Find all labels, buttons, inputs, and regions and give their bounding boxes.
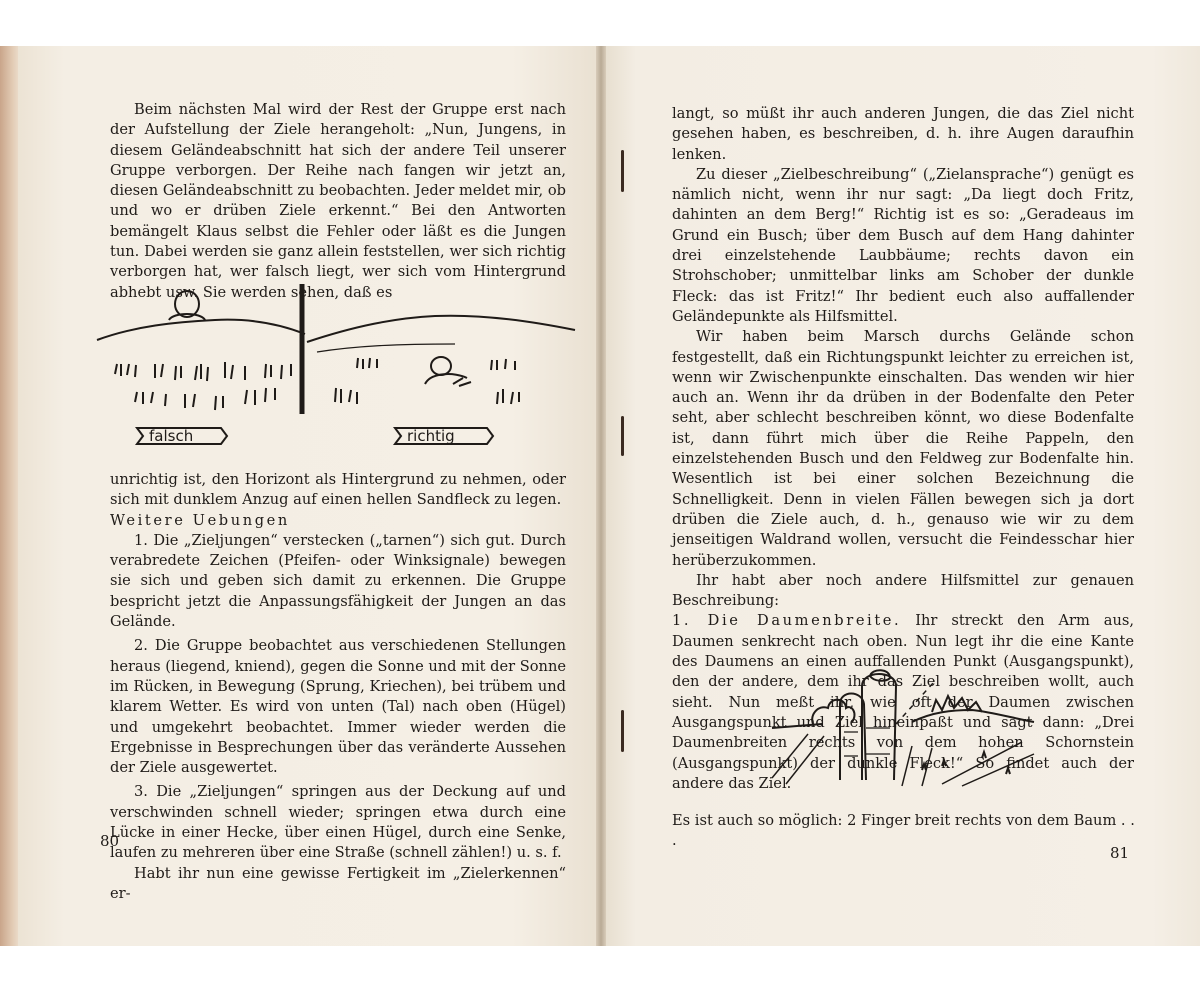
right-paragraph-1: langt, so müßt ihr auch anderen Jungen, die das Ziel nicht gesehen haben, es beschreiben, d. h. ihre Augen daraufhin lenken.: [672, 105, 1134, 163]
right-hill-outline: [307, 316, 575, 342]
left-hill-outline: [97, 320, 305, 340]
sight-line: [896, 682, 934, 724]
label-falsch: falsch: [149, 427, 194, 445]
hiding-illustration: [95, 282, 577, 452]
page-number-right: 81: [1110, 844, 1130, 862]
left-text-top: [110, 100, 566, 303]
right-hill-fold: [317, 344, 455, 352]
thumb-width-label: 1. Die Daumenbreite.: [672, 612, 902, 630]
thumb: [862, 674, 896, 780]
left-paragraph-2: unrichtig ist, den Horizont als Hintergrund zu nehmen, oder sich mit dunklem Anzug auf einen hellen Sandfleck zu legen.: [110, 471, 566, 509]
section-heading: Weitere Uebungen: [110, 511, 290, 529]
left-paragraph-1: Beim nächsten Mal wird der Rest der Gruppe erst nach der Aufstellung der Ziele herangeholt: „Nun, Jungens, in diesem Geländeabschnitt hat sich der andere Teil unserer Gruppe verborgen. Der Reihe nach fangen wir jetzt an, diesen Geländeabschnitt zu beobachten. Jeder meldet mir, ob und wo er drüben Ziele erkennt.“ Bei den Antworten bemängelt Klaus selbst die Fehler oder läßt es die Jungen tun. Dabei werden sie ganz allein feststellen, wer sich richtig verborgen hat, wer falsch liegt, wer sich vom Hintergrund abhebt usw. Sie werden sehen, daß es: [110, 101, 566, 301]
boy-body-lying: [425, 374, 471, 386]
grass-left: [115, 362, 291, 381]
left-text-bottom: [110, 470, 566, 904]
figure-caption: Es ist auch so möglich: 2 Finger breit rechts von dem Baum . . .: [672, 812, 1135, 850]
page-number-left: 80: [100, 832, 120, 850]
exercise-2: 2. Die Gruppe beobachtet aus verschiedenen Stellungen heraus (liegend, kniend), gegen die Sonne und mit der Sonne im Rücken, in Bewegung (Sprung, Kriechen), bei trübem und klarem Wetter. Es wird von unten (Tal) nach oben (Hügel) und umgekehrt beobachtet. Immer wieder werden die Ergebnisse in Besprechungen über das veränderte Aussehen der Ziele ausgewertet.: [110, 637, 566, 777]
label-richtig: richtig: [407, 427, 455, 445]
thumb-measure-illustration: [762, 662, 1042, 792]
book-gutter: [596, 46, 606, 946]
right-paragraph-3: Wir haben beim Marsch durchs Gelände schon festgestellt, daß ein Richtungspunkt leichter zu erreichen ist, wenn wir Zwischenpunkte einschalten. Das wenden wir hier auch an. Wenn ihr da drüben in der Bodenfalte den Peter seht, aber schlecht beschreiben könnt, wo diese Bodenfalte ist, dann führt mich über die Reihe Pappeln, den einzelstehenden Busch und den Feldweg zur Bodenfalte hin. Wesentlich ist bei einer solchen Bezeichnung die Schnelligkeit. Denn in vielen Fällen bewegen sich ja dort drüben die Ziele auch, d. h., genauso wie wir zu dem jenseitigen Waldrand wollen, versucht die Feindesschar hier herüberzukommen.: [672, 328, 1134, 569]
exercise-1: 1. Die „Zieljungen“ verstecken („tarnen“) sich gut. Durch verabredete Zeichen (Pfeifen- oder Winksignale) bewegen sie sich und geben sich damit zu erkennen. Die Gruppe bespricht jetzt die Anpassungsfähigkeit der Jungen an das Gelände.: [110, 531, 566, 631]
exercise-3: 3. Die „Zieljungen“ springen aus der Deckung auf und verschwinden schnell wieder; springen etwa durch eine Lücke in einer Hecke, über einen Hügel, durch eine Senke, laufen zu mehreren über eine Straße (schnell zählen!) u. s. f.: [110, 783, 566, 862]
thumb-width-text: Ihr streckt den Arm aus, Daumen senkrecht nach oben. Nun legt ihr die eine Kante des Daumens an einen auffallenden Punkt (Ausgangspunkt), den der andere, dem ihr das Ziel beschreiben wollt, auch sieht. Nun meßt ihr, wie oft der Daumen zwischen Ausgangspunkt und Ziel hineinpaßt und sagt dann: „Drei Daumenbreiten rechts von dem hohen Schornstein (Ausgangspunkt) der dunkle Fleck!“ So findet auch der andere das Ziel.: [672, 612, 1134, 792]
binding-stitch-middle: [621, 416, 624, 456]
tree-icon: [812, 700, 854, 726]
left-paragraph-3: Habt ihr nun eine gewisse Fertigkeit im „Zielerkennen“ er-: [110, 864, 566, 902]
grass-left-lower: [135, 388, 275, 410]
finger-creases: [844, 728, 890, 756]
right-paragraph-2: Zu dieser „Zielbeschreibung“ („Zielansprache“) genügt es nämlich nicht, wenn ihr nur sagt: „Da liegt doch Fritz, dahinten an dem Berg!“ Richtig ist es so: „Geradeaus im Grund ein Busch; über dem Busch auf dem Hang dahinter drei einzelstehende Laubbäume; rechts davon ein Strohschober; unmittelbar links am Schober der dunkle Fleck: das ist Fritz!“ Ihr bedient euch also auffallender Geländepunkte als Hilfsmittel.: [672, 165, 1134, 325]
binding-stitch-top: [621, 150, 624, 192]
field-furrows: [772, 734, 1034, 786]
boy-head-lying: [431, 357, 451, 375]
right-paragraph-4: Ihr habt aber noch andere Hilfsmittel zur genauen Beschreibung:: [672, 571, 1134, 610]
binding-stitch-bottom: [621, 710, 624, 752]
